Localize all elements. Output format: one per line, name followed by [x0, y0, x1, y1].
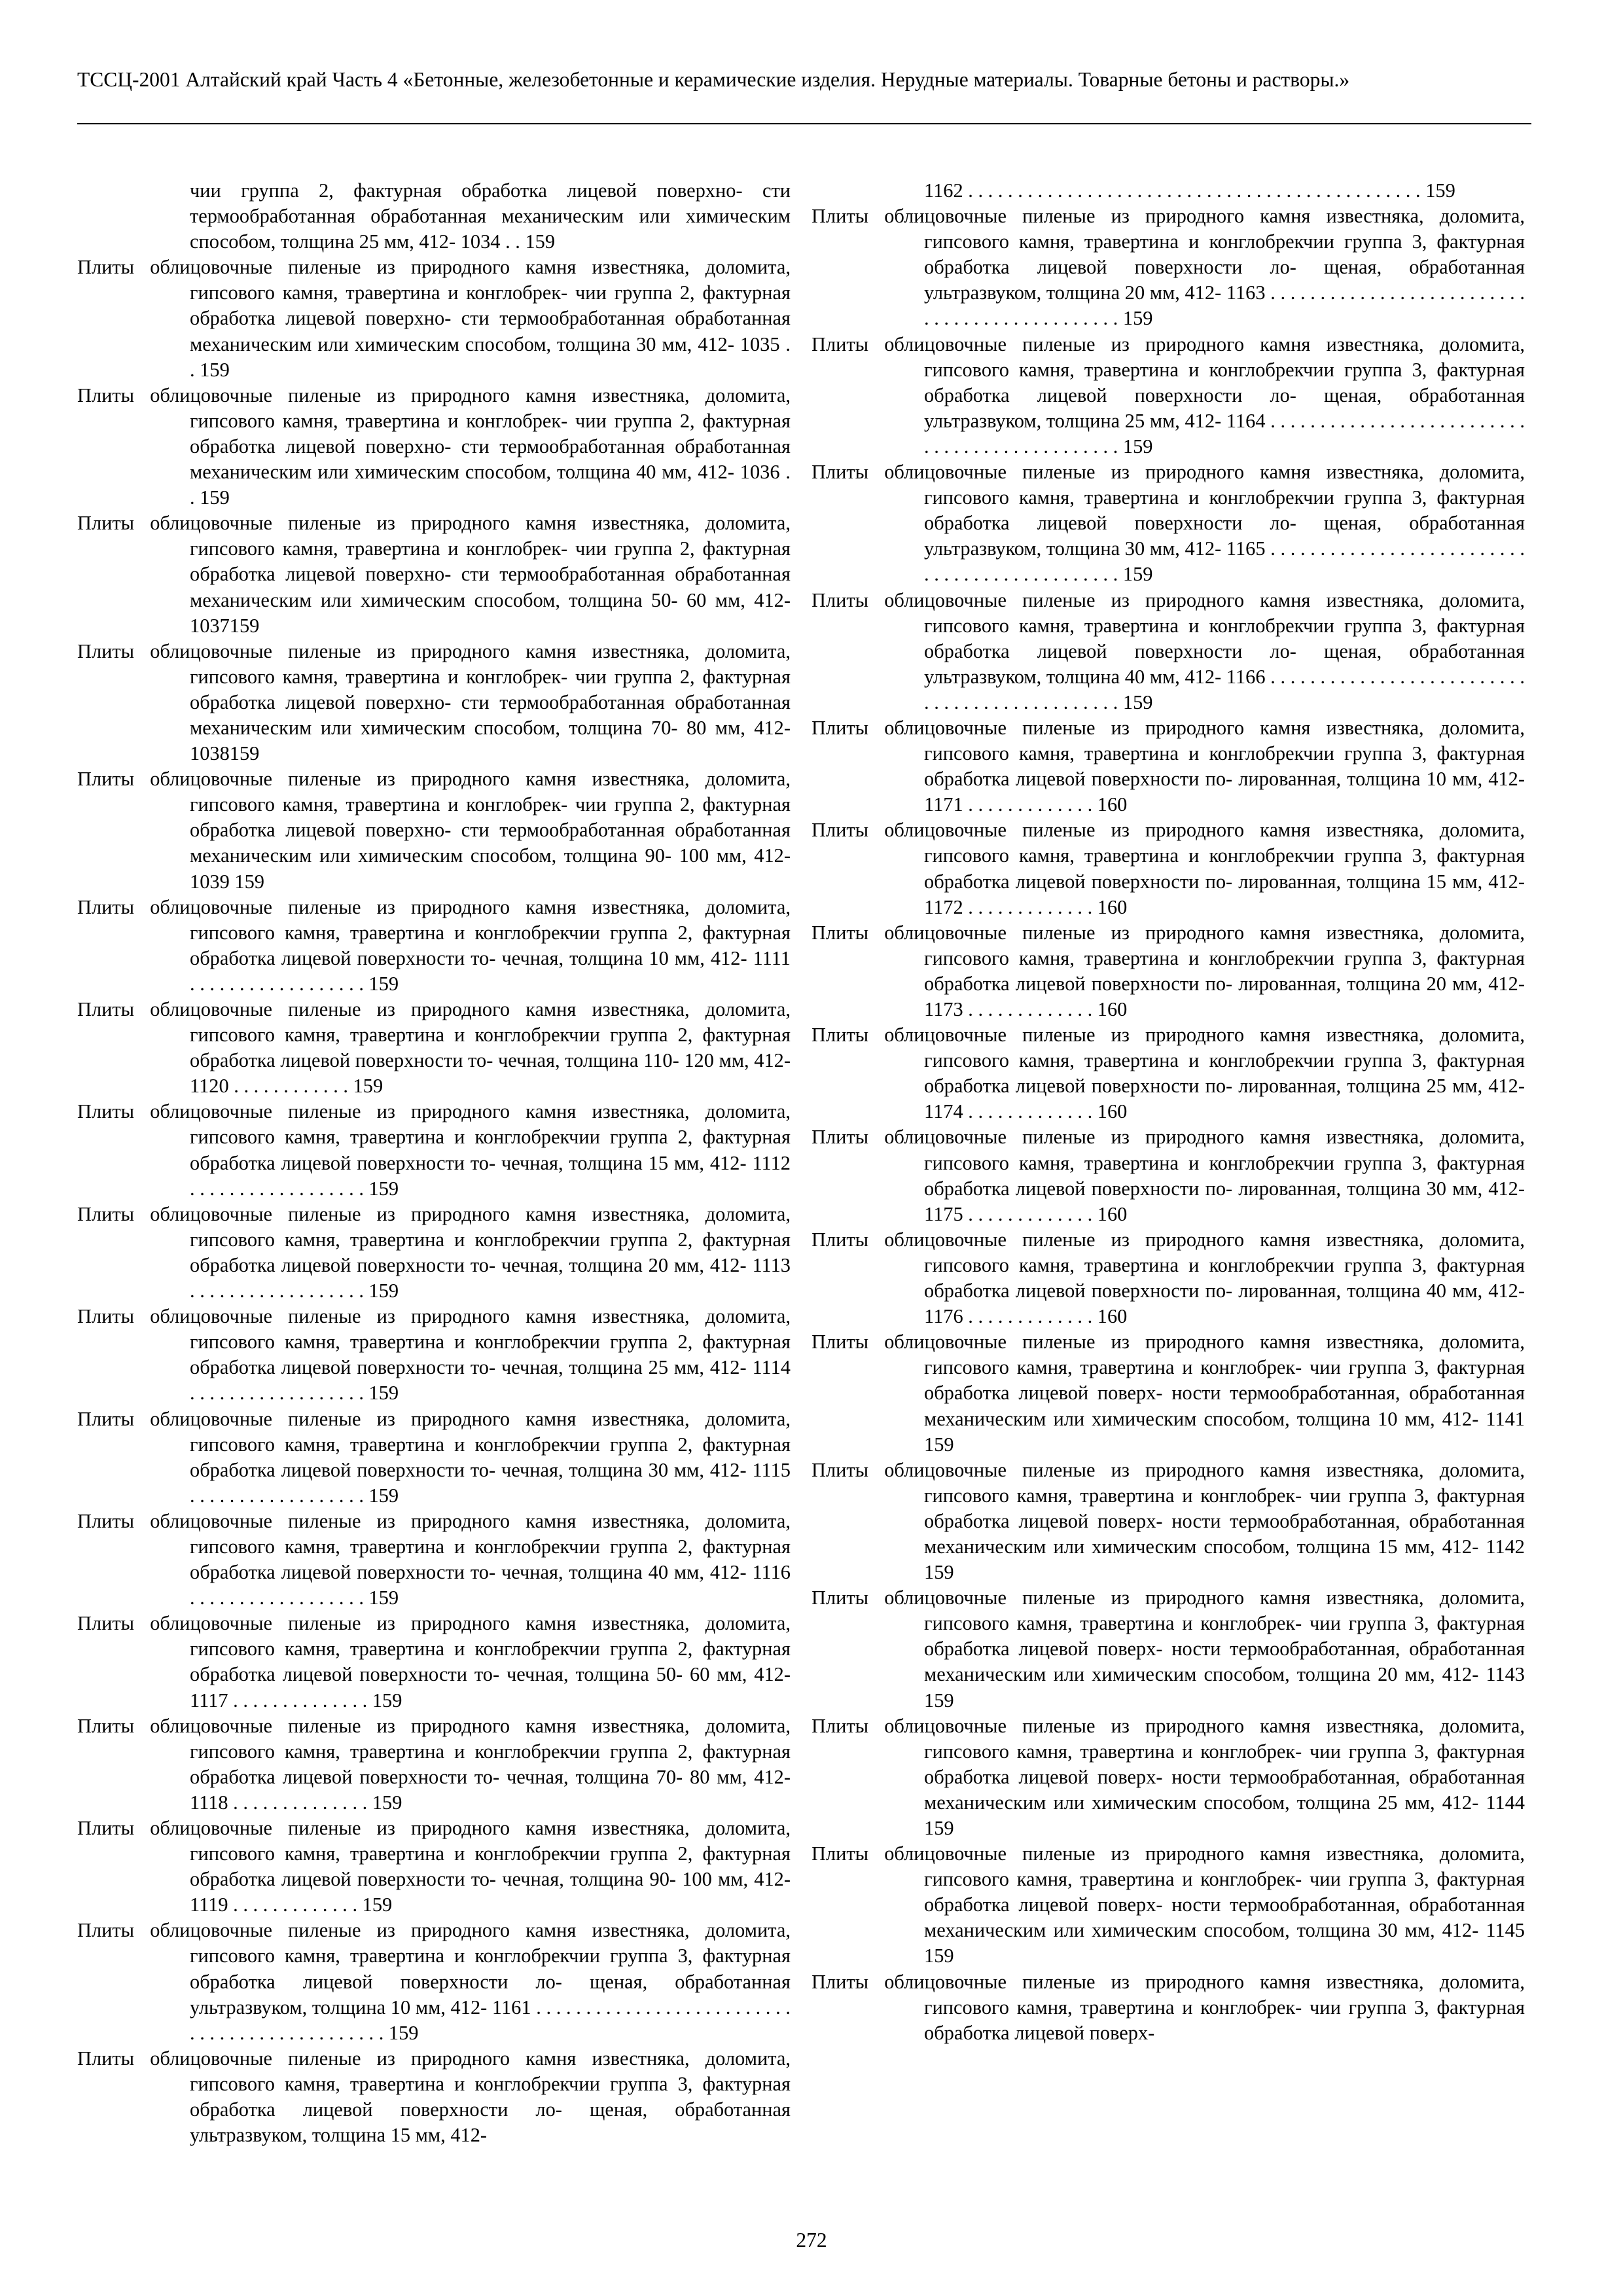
left-column — [77, 178, 791, 2148]
index-entry: Плиты облицовочные пиленые из природного камня известняка, доломита, гипсового камня, травертина и конглобрек- чии группа 3, фактурная обработка лицевой поверх- — [812, 1970, 1525, 2044]
index-entry: Плиты облицовочные пиленые из природного камня известняка, доломита, гипсового камня, травертина и конглобрек- чии группа 2, фактурная обработка лицевой поверхно- сти термообработанная обработанная механическим или химическим способом, толщина 40 мм, 412- 1036 . . 159 — [77, 384, 791, 509]
index-entry: Плиты облицовочные пиленые из природного камня известняка, доломита, гипсового камня, травертина и конглобрекчии группа 2, фактурная обработка лицевой поверхности то- чечная, толщина 40 мм, 412- 1116 . . . . . . . . . . . . . . . . . . 159 — [77, 1509, 791, 1609]
index-entry: Плиты облицовочные пиленые из природного камня известняка, доломита, гипсового камня, травертина и конглобрекчии группа 2, фактурная обработка лицевой поверхности то- чечная, толщина 25 мм, 412- 1114 . . . . . . . . . . . . . . . . . . 159 — [77, 1305, 791, 1405]
index-entry: Плиты облицовочные пиленые из природного камня известняка, доломита, гипсового камня, травертина и конглобрекчии группа 2, фактурная обработка лицевой поверхности то- чечная, толщина 15 мм, 412- 1112 . . . . . . . . . . . . . . . . . . 159 — [77, 1100, 791, 1200]
index-entry: Плиты облицовочные пиленые из природного камня известняка, доломита, гипсового камня, травертина и конглобрекчии группа 3, фактурная обработка лицевой поверхности по- лированная, толщина 20 мм, 412- 1173 . . . . . . . . . . . . . 160 — [812, 921, 1525, 1020]
index-entry: Плиты облицовочные пиленые из природного камня известняка, доломита, гипсового камня, травертина и конглобрекчии группа 2, фактурная обработка лицевой поверхности то- чечная, толщина 50- 60 мм, 412- 1117 . . . . . . . . . . . . . . 159 — [77, 1612, 791, 1712]
index-entry: Плиты облицовочные пиленые из природного камня известняка, доломита, гипсового камня, травертина и конглобрекчии группа 2, фактурная обработка лицевой поверхности то- чечная, толщина 30 мм, 412- 1115 . . . . . . . . . . . . . . . . . . 159 — [77, 1407, 791, 1507]
index-entry: Плиты облицовочные пиленые из природного камня известняка, доломита, гипсового камня, травертина и конглобрекчии группа 3, фактурная обработка лицевой поверхности по- лированная, толщина 10 мм, 412- 1171 . . . . . . . . . . . . . 160 — [812, 716, 1525, 816]
index-entry: Плиты облицовочные пиленые из природного камня известняка, доломита, гипсового камня, травертина и конглобрекчии группа 3, фактурная обработка лицевой поверхности по- лированная, толщина 30 мм, 412- 1175 . . . . . . . . . . . . . 160 — [812, 1126, 1525, 1225]
index-entry: Плиты облицовочные пиленые из природного камня известняка, доломита, гипсового камня, травертина и конглобрекчии группа 3, фактурная обработка лицевой поверхности ло- щеная, обработанная ультразвуком, толщина 25 мм, 412- 1164 . . . . . . . . . . . . . . . . . . . . . . . . . . . . . . . . . . . . . . . . . . . . . . 159 — [812, 332, 1525, 457]
right-column — [812, 178, 1525, 2046]
index-entry: чии группа 2, фактурная обработка лицевой поверхно- сти термообработанная обработанная механическим или химическим способом, толщина 25 мм, 412- 1034 . . 159 — [190, 179, 791, 253]
index-entry: Плиты облицовочные пиленые из природного камня известняка, доломита, гипсового камня, травертина и конглобрек- чии группа 2, фактурная обработка лицевой поверхно- сти термообработанная обработанная механическим или химическим способом, толщина 50- 60 мм, 412- 1037159 — [77, 512, 791, 637]
page-header: ТССЦ-2001 Алтайский край Часть 4 «Бетонные, железобетонные и керамические изделия. Нерудные материалы. Товарные бетоны и растворы.» — [77, 68, 1350, 91]
index-entry: 1162 . . . . . . . . . . . . . . . . . . . . . . . . . . . . . . . . . . . . . . . . . . . . . . 159 — [924, 179, 1455, 202]
index-entry: Плиты облицовочные пиленые из природного камня известняка, доломита, гипсового камня, травертина и конглобрек- чии группа 3, фактурная обработка лицевой поверх- ности термообработанная, обработанная механическим или химическим способом, толщина 10 мм, 412- 1141 159 — [812, 1331, 1525, 1456]
index-entry: Плиты облицовочные пиленые из природного камня известняка, доломита, гипсового камня, травертина и конглобрек- чии группа 2, фактурная обработка лицевой поверхно- сти термообработанная обработанная механическим или химическим способом, толщина 70- 80 мм, 412- 1038159 — [77, 639, 791, 765]
index-entry: Плиты облицовочные пиленые из природного камня известняка, доломита, гипсового камня, травертина и конглобрек- чии группа 3, фактурная обработка лицевой поверх- ности термообработанная, обработанная механическим или химическим способом, толщина 30 мм, 412- 1145 159 — [812, 1842, 1525, 1967]
index-entry: Плиты облицовочные пиленые из природного камня известняка, доломита, гипсового камня, травертина и конглобрекчии группа 2, фактурная обработка лицевой поверхности то- чечная, толщина 20 мм, 412- 1113 . . . . . . . . . . . . . . . . . . 159 — [77, 1202, 791, 1302]
index-entry: Плиты облицовочные пиленые из природного камня известняка, доломита, гипсового камня, травертина и конглобрекчии группа 3, фактурная обработка лицевой поверхности ло- щеная, обработанная ультразвуком, толщина 40 мм, 412- 1166 . . . . . . . . . . . . . . . . . . . . . . . . . . . . . . . . . . . . . . . . . . . . . . 159 — [812, 588, 1525, 713]
header-divider — [77, 123, 1531, 124]
index-entry: Плиты облицовочные пиленые из природного камня известняка, доломита, гипсового камня, травертина и конглобрекчии группа 3, фактурная обработка лицевой поверхности ло- щеная, обработанная ультразвуком, толщина 15 мм, 412- — [77, 2047, 791, 2147]
index-entry: Плиты облицовочные пиленые из природного камня известняка, доломита, гипсового камня, травертина и конглобрекчии группа 2, фактурная обработка лицевой поверхности то- чечная, толщина 70- 80 мм, 412- 1118 . . . . . . . . . . . . . . 159 — [77, 1714, 791, 1814]
index-entry: Плиты облицовочные пиленые из природного камня известняка, доломита, гипсового камня, травертина и конглобрекчии группа 3, фактурная обработка лицевой поверхности по- лированная, толщина 15 мм, 412- 1172 . . . . . . . . . . . . . 160 — [812, 819, 1525, 918]
index-entry: Плиты облицовочные пиленые из природного камня известняка, доломита, гипсового камня, травертина и конглобрекчии группа 3, фактурная обработка лицевой поверхности по- лированная, толщина 40 мм, 412- 1176 . . . . . . . . . . . . . 160 — [812, 1228, 1525, 1328]
index-entry: Плиты облицовочные пиленые из природного камня известняка, доломита, гипсового камня, травертина и конглобрекчии группа 3, фактурная обработка лицевой поверхности по- лированная, толщина 25 мм, 412- 1174 . . . . . . . . . . . . . 160 — [812, 1024, 1525, 1123]
index-entry: Плиты облицовочные пиленые из природного камня известняка, доломита, гипсового камня, травертина и конглобрекчии группа 3, фактурная обработка лицевой поверхности ло- щеная, обработанная ультразвуком, толщина 10 мм, 412- 1161 . . . . . . . . . . . . . . . . . . . . . . . . . . . . . . . . . . . . . . . . . . . . . . 159 — [77, 1919, 791, 2044]
index-entry: Плиты облицовочные пиленые из природного камня известняка, доломита, гипсового камня, травертина и конглобрекчии группа 2, фактурная обработка лицевой поверхности то- чечная, толщина 110- 120 мм, 412- 1120 . . . . . . . . . . . . 159 — [77, 998, 791, 1098]
index-entry: Плиты облицовочные пиленые из природного камня известняка, доломита, гипсового камня, травертина и конглобрекчии группа 2, фактурная обработка лицевой поверхности то- чечная, толщина 90- 100 мм, 412- 1119 . . . . . . . . . . . . . 159 — [77, 1817, 791, 1916]
index-entry: Плиты облицовочные пиленые из природного камня известняка, доломита, гипсового камня, травертина и конглобрек- чии группа 2, фактурная обработка лицевой поверхно- сти термообработанная обработанная механическим или химическим способом, толщина 30 мм, 412- 1035 . . 159 — [77, 256, 791, 381]
index-entry: Плиты облицовочные пиленые из природного камня известняка, доломита, гипсового камня, травертина и конглобрек- чии группа 3, фактурная обработка лицевой поверх- ности термообработанная, обработанная механическим или химическим способом, толщина 20 мм, 412- 1143 159 — [812, 1587, 1525, 1712]
page-number: 272 — [796, 2229, 827, 2251]
index-entry: Плиты облицовочные пиленые из природного камня известняка, доломита, гипсового камня, травертина и конглобрек- чии группа 3, фактурная обработка лицевой поверх- ности термообработанная, обработанная механическим или химическим способом, толщина 25 мм, 412- 1144 159 — [812, 1714, 1525, 1839]
index-entry: Плиты облицовочные пиленые из природного камня известняка, доломита, гипсового камня, травертина и конглобрекчии группа 3, фактурная обработка лицевой поверхности ло- щеная, обработанная ультразвуком, толщина 20 мм, 412- 1163 . . . . . . . . . . . . . . . . . . . . . . . . . . . . . . . . . . . . . . . . . . . . . . 159 — [812, 205, 1525, 330]
index-entry: Плиты облицовочные пиленые из природного камня известняка, доломита, гипсового камня, травертина и конглобрек- чии группа 2, фактурная обработка лицевой поверхно- сти термообработанная обработанная механическим или химическим способом, толщина 90- 100 мм, 412- 1039 159 — [77, 768, 791, 893]
index-entry: Плиты облицовочные пиленые из природного камня известняка, доломита, гипсового камня, травертина и конглобрекчии группа 2, фактурная обработка лицевой поверхности то- чечная, толщина 10 мм, 412- 1111 . . . . . . . . . . . . . . . . . . 159 — [77, 895, 791, 995]
index-entry: Плиты облицовочные пиленые из природного камня известняка, доломита, гипсового камня, травертина и конглобрекчии группа 3, фактурная обработка лицевой поверхности ло- щеная, обработанная ультразвуком, толщина 30 мм, 412- 1165 . . . . . . . . . . . . . . . . . . . . . . . . . . . . . . . . . . . . . . . . . . . . . . 159 — [812, 461, 1525, 586]
index-entry: Плиты облицовочные пиленые из природного камня известняка, доломита, гипсового камня, травертина и конглобрек- чии группа 3, фактурная обработка лицевой поверх- ности термообработанная, обработанная механическим или химическим способом, толщина 15 мм, 412- 1142 159 — [812, 1458, 1525, 1584]
